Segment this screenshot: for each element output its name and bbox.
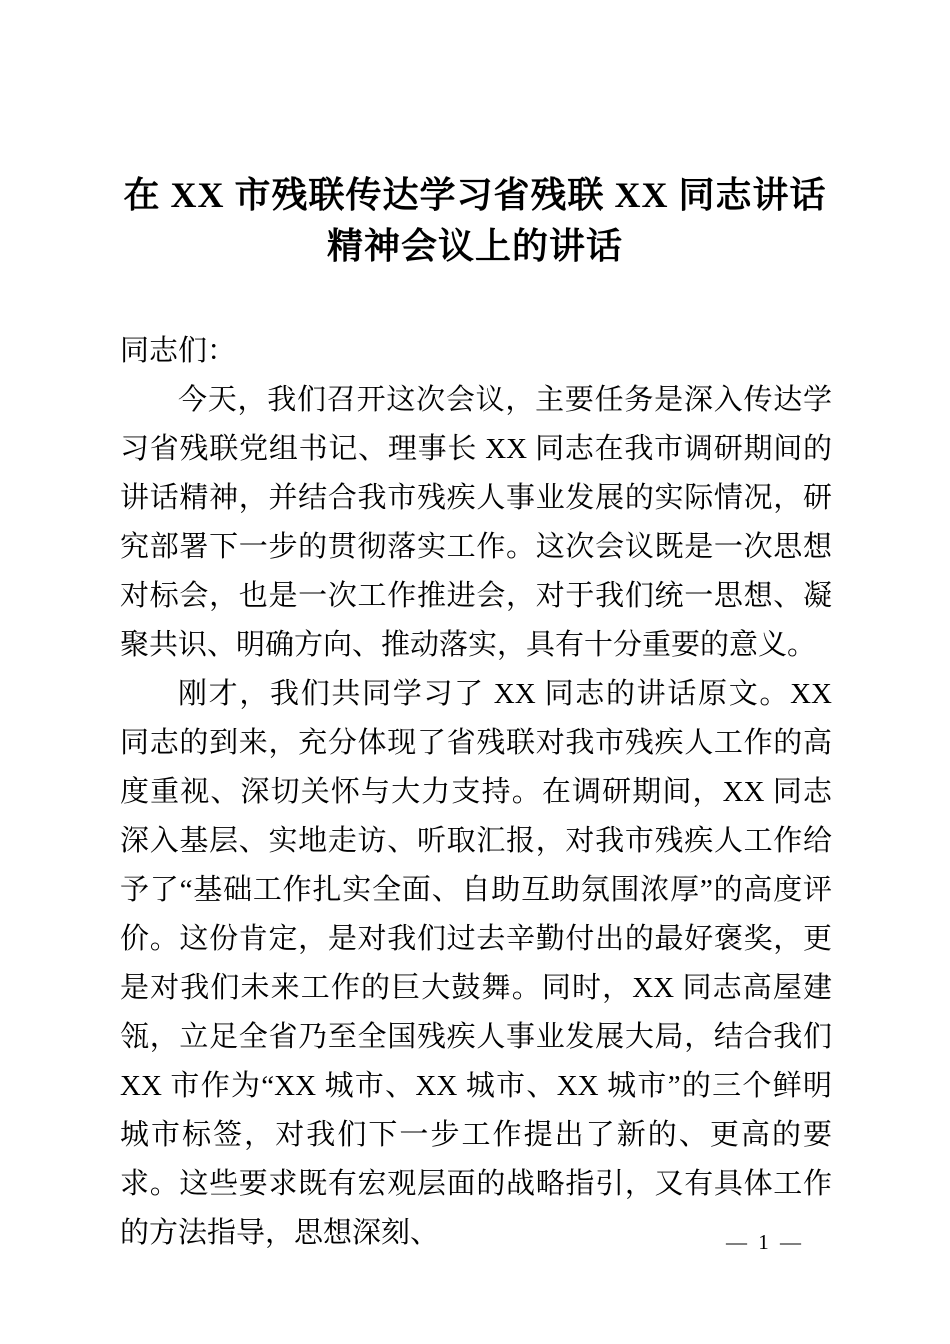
body-paragraph: 今天，我们召开这次会议，主要任务是深入传达学习省残联党组书记、理事长 XX 同志在我市调研期间的讲话精神，并结合我市残疾人事业发展的实际情况，研究部署下一步的贯彻落实工作。这次会议既是一次思想对标会，也是一次工作推进会，对于我们统一思想、凝聚共识、明确方向、推动落实，具有十分重要的意义。: [120, 384, 832, 661]
document-title: 在 XX 市残联传达学习省残联 XX 同志讲话精神会议上的讲话: [123, 175, 827, 266]
body-paragraph: 刚才，我们共同学习了 XX 同志的讲话原文。XX 同志的到来，充分体现了省残联对我市残疾人工作的高度重视、深切关怀与大力支持。在调研期间，XX 同志深入基层、实地走访、听取汇报，对我市残疾人工作给予了“基础工作扎实全面、自助互助氛围浓厚”的高度评价。这份肯定，是对我们过去辛勤付出的最好褒奖，更是对我们未来工作的巨大鼓舞。同时，XX 同志高屋建瓴，立足全省乃至全国残疾人事业发展大局，结合我们 XX 市作为“XX 城市、XX 城市、XX 城市”的三个鲜明城市标签，对我们下一步工作提出了新的、更高的要求。这些要求既有宏观层面的战略指引，又有具体工作的方法指导，思想深刻、: [120, 678, 832, 1249]
document-body: [120, 327, 832, 1258]
page-number: — 1 —: [726, 1230, 804, 1254]
salutation-line: 同志们：: [120, 335, 237, 367]
